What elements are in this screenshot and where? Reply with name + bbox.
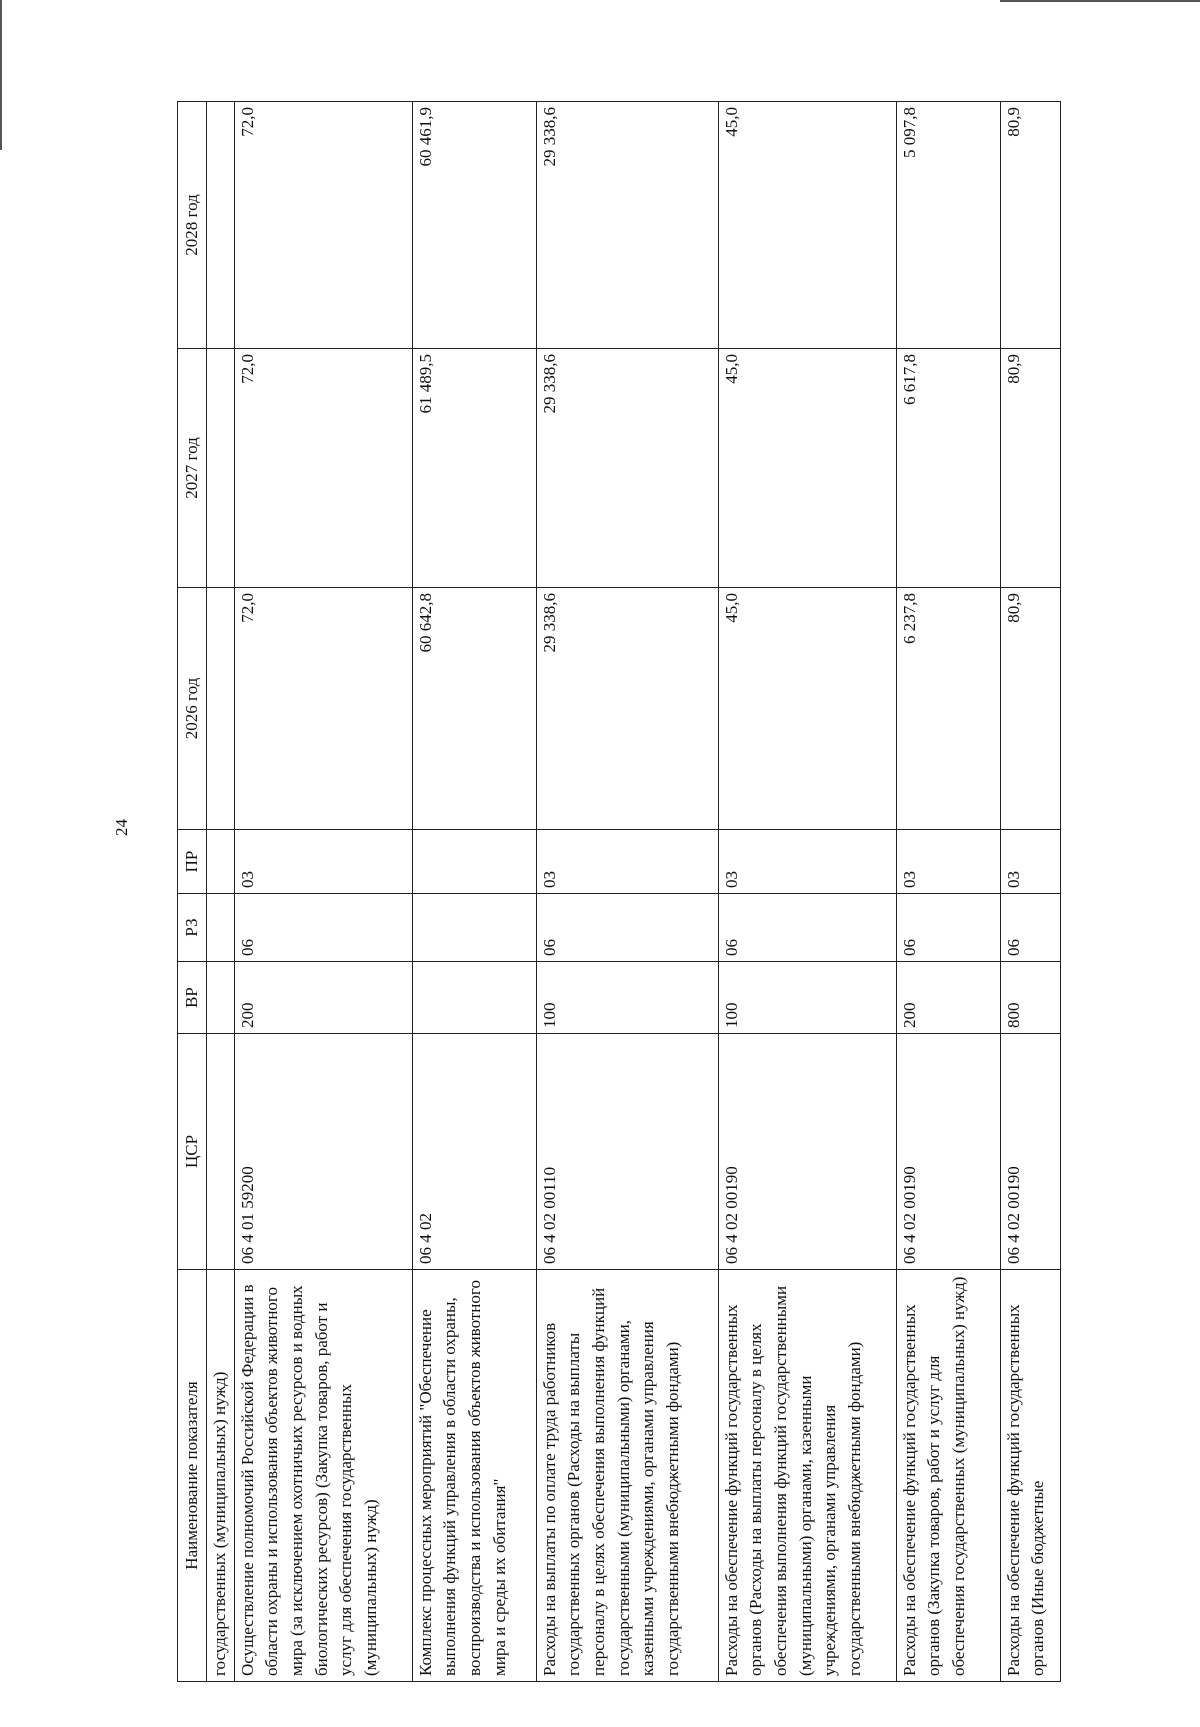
value-2027-cell: 80,9 — [1000, 349, 1060, 588]
indicator-name-cell: Расходы на обеспечение функций государственных органов (Закупка товаров, работ и услуг для обеспечения государственных (муниципальных) нужд) — [896, 1270, 1000, 1682]
table-row — [412, 102, 536, 1682]
value-2027-cell: 29 338,6 — [536, 349, 718, 588]
table-row — [234, 102, 412, 1682]
pr-cell: 03 — [1000, 830, 1060, 894]
csr-cell: 06 4 02 00110 — [536, 1034, 718, 1270]
pr-cell: 03 — [536, 830, 718, 894]
pr-cell — [412, 830, 536, 894]
budget-table — [177, 101, 1061, 1682]
value-2026-cell: 72,0 — [234, 588, 412, 830]
vr-cell: 100 — [536, 962, 718, 1034]
indicator-name-cell: Комплекс процессных мероприятий "Обеспечение выполнения функций управления в области охраны, воспроизводства и использования объектов животного мира и среды их обитания" — [412, 1270, 536, 1682]
csr-cell: 06 4 02 00190 — [896, 1034, 1000, 1270]
indicator-name-cell: Расходы на обеспечение функций государственных органов (Расходы на выплаты персоналу в целях обеспечения выполнения функций государственными (муниципальными) органами, казенными учреждениями, органами управления государственными внебюджетными фондами) — [718, 1270, 896, 1682]
scan-edge-line — [1000, 0, 1200, 2]
csr-cell: 06 4 02 00190 — [718, 1034, 896, 1270]
value-2028-cell: 60 461,9 — [412, 102, 536, 349]
value-2026-cell: 29 338,6 — [536, 588, 718, 830]
pr-cell: 03 — [234, 830, 412, 894]
table-row — [1000, 102, 1060, 1682]
rz-cell: 06 — [1000, 894, 1060, 962]
rz-cell: 06 — [536, 894, 718, 962]
value-2028-cell: 45,0 — [718, 102, 896, 349]
csr-cell: 06 4 01 59200 — [234, 1034, 412, 1270]
indicator-name-cell: Осуществление полномочий Российской Федерации в области охраны и использования объектов животного мира (за исключением охотничьих ресурсов и водных биологических ресурсов) (Закупка товаров, работ и услуг для обеспечения государственных (муниципальных) нужд) — [234, 1270, 412, 1682]
value-2028-cell: 5 097,8 — [896, 102, 1000, 349]
rz-cell: 06 — [718, 894, 896, 962]
vr-cell: 800 — [1000, 962, 1060, 1034]
pr-cell: 03 — [718, 830, 896, 894]
rz-cell: 06 — [234, 894, 412, 962]
value-2028-cell: 29 338,6 — [536, 102, 718, 349]
continuation-cell: государственных (муниципальных) нужд) — [207, 1270, 235, 1682]
table-header-row — [178, 102, 207, 1682]
rotated-table-sheet — [177, 102, 1054, 1682]
value-2027-cell: 72,0 — [234, 349, 412, 588]
vr-cell: 100 — [718, 962, 896, 1034]
value-2028-cell: 72,0 — [234, 102, 412, 349]
header-indicator-name: Наименование показателя — [178, 1270, 207, 1682]
table-row — [896, 102, 1000, 1682]
value-2027-cell: 6 617,8 — [896, 349, 1000, 588]
rz-cell: 06 — [896, 894, 1000, 962]
table-row-continuation — [207, 102, 235, 1682]
header-csr: ЦСР — [178, 1034, 207, 1270]
vr-cell — [412, 962, 536, 1034]
header-2027: 2027 год — [178, 349, 207, 588]
page-number: 24 — [112, 819, 131, 836]
vr-cell: 200 — [234, 962, 412, 1034]
value-2028-cell: 80,9 — [1000, 102, 1060, 349]
csr-cell: 06 4 02 00190 — [1000, 1034, 1060, 1270]
vr-cell: 200 — [896, 962, 1000, 1034]
table-row — [718, 102, 896, 1682]
scan-edge-line — [0, 0, 2, 150]
header-2026: 2026 год — [178, 588, 207, 830]
value-2027-cell: 45,0 — [718, 349, 896, 588]
indicator-name-cell: Расходы на обеспечение функций государственных органов (Иные бюджетные — [1000, 1270, 1060, 1682]
rz-cell — [412, 894, 536, 962]
header-2028: 2028 год — [178, 102, 207, 349]
value-2027-cell: 61 489,5 — [412, 349, 536, 588]
value-2026-cell: 80,9 — [1000, 588, 1060, 830]
pr-cell: 03 — [896, 830, 1000, 894]
value-2026-cell: 60 642,8 — [412, 588, 536, 830]
value-2026-cell: 6 237,8 — [896, 588, 1000, 830]
value-2026-cell: 45,0 — [718, 588, 896, 830]
indicator-name-cell: Расходы на выплаты по оплате труда работников государственных органов (Расходы на выплаты персоналу в целях обеспечения выполнения функций государственными (муниципальными) органами, казенными учреждениями, органами управления государственными внебюджетными фондами) — [536, 1270, 718, 1682]
header-pr: ПР — [178, 830, 207, 894]
csr-cell: 06 4 02 — [412, 1034, 536, 1270]
header-vr: ВР — [178, 962, 207, 1034]
table-row — [536, 102, 718, 1682]
header-rz: РЗ — [178, 894, 207, 962]
